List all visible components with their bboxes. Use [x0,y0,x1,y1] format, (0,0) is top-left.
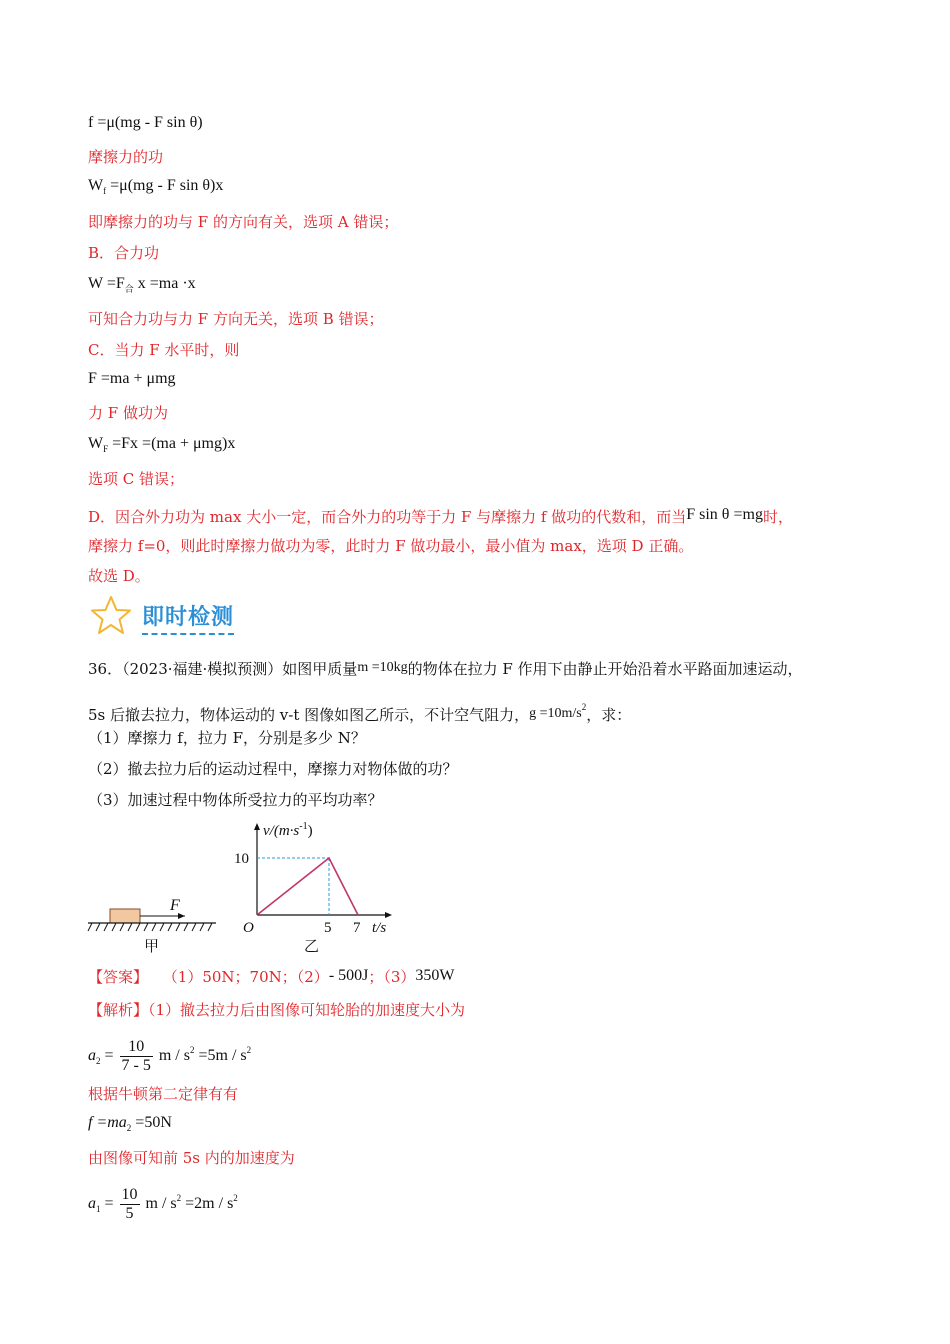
question-line2: 5s 后撤去拉力，物体运动的 v-t 图像如图乙所示，不计空气阻力，$g =10m/s^2$，求： [88,702,632,724]
question-part-2: （2）撤去拉力后的运动过程中，摩擦力对物体做的功？ [88,760,458,778]
option-c-equation: F =ma + μmg [88,370,176,387]
analysis-option-b: 可知合力功与力 F 方向无关，选项 B 错误； [88,310,384,328]
y-tick-10: 10 [234,851,249,867]
question-figure [82,815,402,957]
section-title: 即时检测 [142,605,235,630]
velocity-line [257,858,358,915]
origin-label: O [243,920,254,936]
section-title-underline [142,633,234,635]
a1-equation: $a_1$ = $\frac{10}{5}$ $m / s^2 =2m / s^2$ [88,1185,238,1222]
x-axis-label: t/s [372,920,387,936]
option-c-work-label: 力 F 做功为 [88,404,168,422]
friction-equation: f =μ(mg - F sin θ) [88,114,203,131]
figure-caption-left: 甲 [144,937,160,955]
figure-caption-right: 乙 [304,937,320,955]
solution-line2: 根据牛顿第二定律有有 [88,1085,239,1103]
friction-work-equation: $W_f =\mu(mg - F$ sin θ)x [88,177,224,196]
answer-line: 【答案】 （1）50N；70N；（2）- 500J；（3）350W [88,967,455,986]
force-label: F [170,897,180,914]
question-part-1: （1）摩擦力 f，拉力 F，分别是多少 N？ [88,729,366,747]
figure-block-diagram [88,897,216,955]
option-b-equation: $W =F_合$ x =ma ·x [88,275,196,294]
friction-work-label: 摩擦力的功 [88,148,164,166]
analysis-option-d-line1: D．因合外力功为 max 大小一定，而合外力的功等于力 F 与摩擦力 f 做功的代数和，而当F sin θ =mg时， [88,506,793,526]
vt-graph [234,821,392,955]
question-line1: 36．（2023·福建·模拟预测）如图甲质量m =10kg的物体在拉力 F 作用下由静止开始沿着水平路面加速运动， [88,660,803,678]
x-tick-7: 7 [353,920,361,936]
option-b-label: B．合力功 [88,244,160,262]
solution-line1: 【解析】（1）撤去拉力后由图像可知轮胎的加速度大小为 [88,1001,466,1019]
analysis-option-d-line2: 摩擦力 f=0，则此时摩擦力做功为零，此时力 F 做功最小，最小值为 max，选项 D 正确。 [88,537,694,555]
solution-line3: 由图像可知前 5s 内的加速度为 [88,1149,295,1167]
star-icon [88,594,134,638]
analysis-option-a: 即摩擦力的功与 F 的方向有关，选项 A 错误； [88,213,399,231]
x-tick-5: 5 [324,920,332,936]
option-c-label: C．当力 F 水平时，则 [88,341,240,359]
question-part-3: （3）加速过程中物体所受拉力的平均功率？ [88,791,383,809]
option-c-work-equation: $W_F =Fx =(ma + \mu mg)x$ [88,435,236,454]
y-axis-label: $v/(m\cdot s^{-1})$ [263,821,313,839]
conclusion: 故选 D。 [88,567,150,585]
block [110,909,140,923]
a2-equation: $a_2$ = $\frac{10}{7 - 5}$ $m / s^2 =5m / s^2$ [88,1037,252,1074]
friction-result-equation: $f =ma_2 =50N$ [88,1114,172,1133]
analysis-option-c: 选项 C 错误； [88,470,185,488]
